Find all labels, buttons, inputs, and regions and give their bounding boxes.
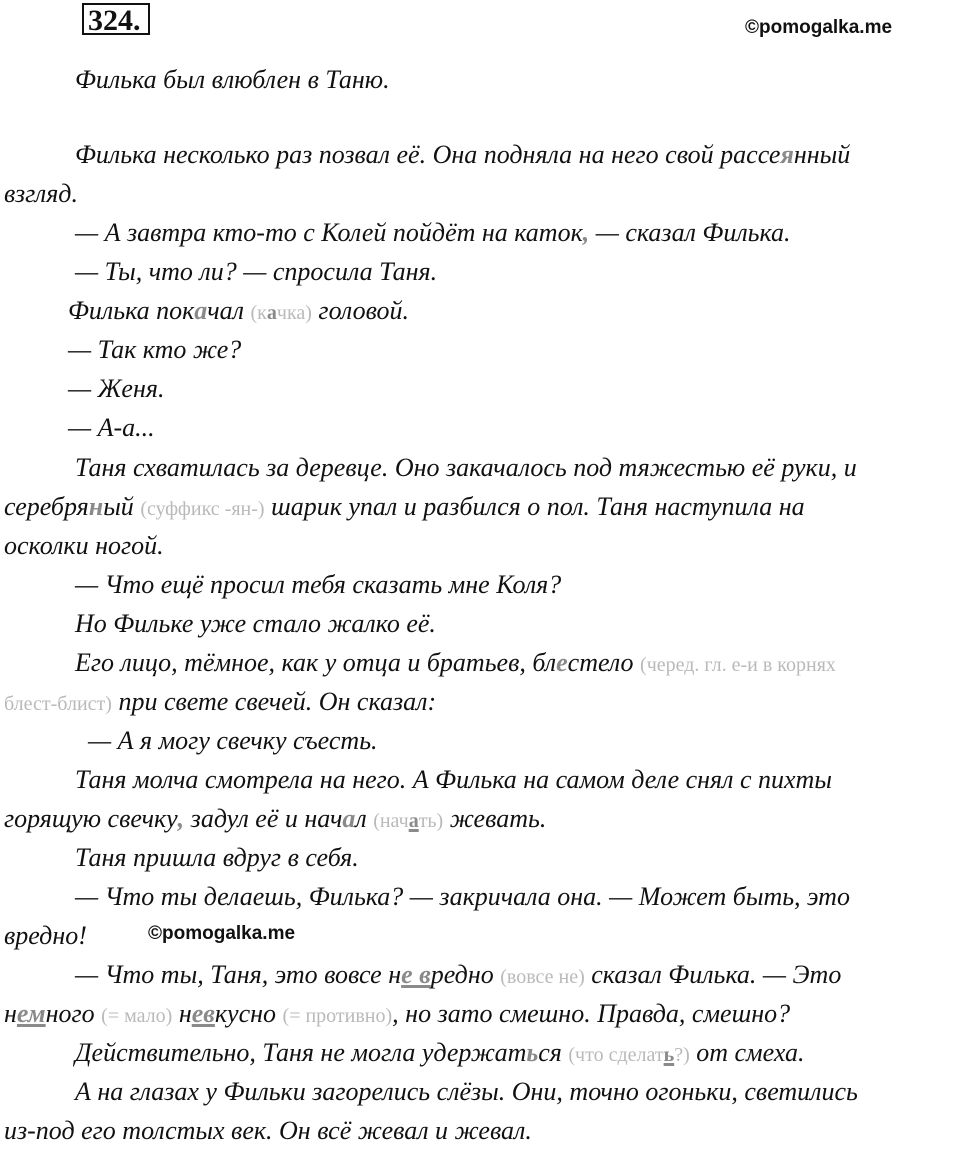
text-line: [4, 492, 805, 524]
text-fragment: чал: [207, 296, 251, 325]
text-fragment: горящую свечку: [4, 804, 178, 833]
text-fragment: н: [172, 999, 192, 1028]
grammar-note: ?): [674, 1044, 690, 1066]
text-fragment: задул её и нач: [184, 804, 343, 833]
grammar-note: ть): [418, 810, 444, 832]
grammar-note: (суффикс -ян-): [140, 498, 265, 520]
text-line: [75, 218, 791, 248]
exercise-number: 324.: [82, 3, 150, 35]
grammar-note: а: [266, 302, 277, 324]
text-fragment: — А я могу свечку съесть.: [88, 726, 378, 755]
text-fragment: Но Фильке уже стало жалко её.: [75, 609, 436, 638]
text-line: [75, 1077, 858, 1107]
text-fragment: осколки ногой.: [4, 531, 164, 560]
grammar-note: (что сделат: [568, 1044, 664, 1066]
text-line: [75, 882, 850, 912]
text-line: [75, 257, 437, 287]
text-fragment: — Что ещё просил тебя сказать мне Коля?: [75, 570, 562, 599]
highlighted-letter: ем: [16, 999, 46, 1028]
text-fragment: Филька несколько раз позвал её. Она подняла на него свой рассе: [75, 140, 781, 169]
highlighted-letter: е: [556, 648, 568, 677]
text-fragment: сказал Филька. — Это: [584, 960, 842, 989]
text-line: [75, 609, 436, 639]
text-fragment: от смеха.: [689, 1038, 805, 1067]
text-fragment: взгляд.: [4, 179, 78, 208]
text-fragment: редно: [430, 960, 501, 989]
highlighted-letter: ь: [526, 1038, 539, 1067]
grammar-note: (черед. гл. е-и в корнях: [640, 654, 836, 676]
grammar-note: ь: [663, 1044, 675, 1066]
text-fragment: — сказал Филька.: [589, 218, 791, 247]
text-fragment: вредно!: [4, 921, 87, 950]
text-fragment: при свете свечей. Он сказал:: [111, 687, 437, 716]
text-line: [68, 296, 409, 328]
text-line: [75, 65, 390, 95]
text-line: [75, 648, 836, 680]
grammar-note: а: [408, 810, 419, 832]
text-line: [75, 843, 359, 873]
text-fragment: , но зато смешно. Правда, смешно?: [392, 999, 791, 1028]
grammar-note: чка): [276, 302, 312, 324]
text-line: [75, 570, 561, 600]
text-line: [75, 960, 841, 992]
text-fragment: Таня схватилась за деревце. Оно закачалось под тяжестью её руки, и: [75, 453, 857, 482]
highlighted-letter: ,: [582, 218, 590, 247]
highlighted-letter: а: [194, 296, 208, 325]
highlighted-letter: а: [342, 804, 356, 833]
text-fragment: серебря: [4, 492, 89, 521]
text-fragment: А на глазах у Фильки загорелись слёзы. Они, точно огоньки, светились: [75, 1077, 858, 1106]
text-line: [75, 765, 832, 795]
text-line: [4, 999, 790, 1031]
text-line: [4, 179, 78, 209]
highlighted-letter: ,: [177, 804, 185, 833]
text-fragment: Действительно, Таня не могла удержат: [75, 1038, 527, 1067]
text-fragment: — А завтра кто-то с Колей пойдёт на каток: [75, 218, 583, 247]
text-fragment: ся: [538, 1038, 569, 1067]
text-fragment: — Женя.: [68, 374, 165, 403]
text-fragment: Таня молча смотрела на него. А Филька на самом деле снял с пихты: [75, 765, 832, 794]
text-line: [75, 140, 850, 170]
watermark-inline: ©pomogalka.me: [148, 923, 296, 944]
grammar-note: (вовсе не): [500, 966, 585, 988]
text-fragment: н: [4, 999, 17, 1028]
highlighted-letter: я: [780, 140, 794, 169]
text-fragment: л: [355, 804, 374, 833]
text-line: [68, 374, 164, 404]
text-fragment: Филька пок: [68, 296, 195, 325]
highlighted-letter: е в: [401, 960, 431, 989]
grammar-note: (= противно): [282, 1005, 393, 1027]
watermark: ©pomogalka.me: [745, 17, 893, 38]
text-fragment: — Что ты, Таня, это вовсе н: [75, 960, 402, 989]
text-fragment: стело: [567, 648, 641, 677]
text-line: [4, 804, 546, 836]
text-line: [68, 335, 241, 365]
text-line: [4, 531, 164, 561]
text-line: [75, 453, 857, 483]
exercise-number-text: 324: [88, 4, 133, 37]
highlighted-letter: ев: [191, 999, 215, 1028]
text-fragment: головой.: [311, 296, 410, 325]
text-line: [88, 726, 378, 756]
highlighted-letter: н: [88, 492, 104, 521]
text-line: [4, 921, 87, 951]
text-fragment: — А-а...: [68, 413, 155, 442]
text-line: [4, 687, 436, 719]
text-fragment: — Ты, что ли? — спросила Таня.: [75, 257, 438, 286]
text-fragment: ый: [103, 492, 141, 521]
text-fragment: Его лицо, тёмное, как у отца и братьев, бл: [75, 648, 557, 677]
text-line: [4, 1116, 532, 1146]
text-line: [68, 413, 155, 443]
text-line: [75, 1038, 805, 1070]
text-fragment: кусно: [214, 999, 283, 1028]
text-fragment: нный: [793, 140, 851, 169]
text-fragment: Филька был влюблен в Таню.: [75, 65, 390, 94]
text-fragment: ного: [45, 999, 102, 1028]
grammar-note: (нач: [373, 810, 409, 832]
grammar-note: блест-блист): [4, 693, 112, 715]
grammar-note: (= мало): [101, 1005, 173, 1027]
text-fragment: жевать.: [443, 804, 547, 833]
grammar-note: (к: [250, 302, 267, 324]
text-fragment: Таня пришла вдруг в себя.: [75, 843, 359, 872]
text-fragment: шарик упал и разбился о пол. Таня наступила на: [264, 492, 805, 521]
text-fragment: — Так кто же?: [68, 335, 242, 364]
text-fragment: — Что ты делаешь, Филька? — закричала она. — Может быть, это: [75, 882, 850, 911]
text-fragment: из-под его толстых век. Он всё жевал и жевал.: [4, 1116, 532, 1145]
